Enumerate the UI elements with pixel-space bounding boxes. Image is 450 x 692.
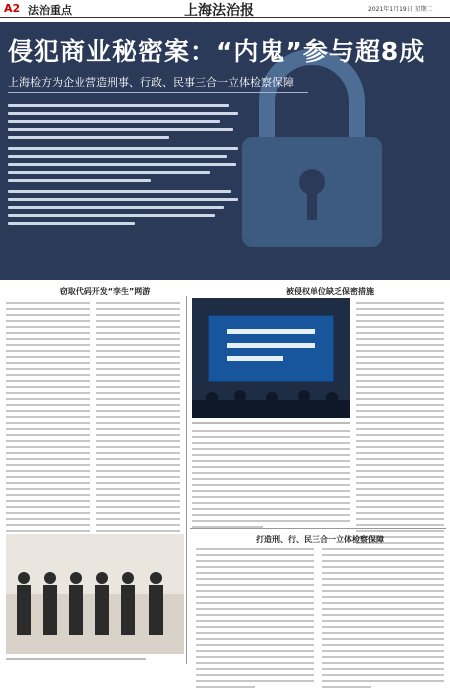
section-name: 法治重点 [28, 4, 72, 17]
subhead-rule [8, 92, 308, 93]
photo-caption-placeholder [192, 422, 350, 424]
column-divider [186, 296, 187, 664]
right-column-text-placeholder [356, 302, 444, 554]
mid-text-placeholder [192, 430, 350, 532]
bottom-caption-placeholder [6, 658, 146, 660]
intro-text-placeholder [8, 104, 238, 230]
hero-banner [0, 22, 450, 280]
bottom-rule [190, 528, 446, 529]
people-silhouettes [6, 558, 184, 654]
presentation-screen [208, 315, 334, 382]
audience-silhouettes [192, 382, 350, 418]
press-conference-photo [192, 298, 350, 418]
award-ceremony-photo [6, 534, 184, 654]
issue-date: 2021年1月19日 星期二 [368, 6, 433, 13]
masthead [0, 0, 450, 18]
section-heading-bottom: 打造刑、行、民三合一立体检察保障 [256, 535, 384, 544]
headline: 侵犯商业秘密案：“内鬼”参与超8成 [8, 37, 426, 66]
section-heading-right: 被侵权单位缺乏保密措施 [286, 287, 374, 296]
bottom-text-placeholder-2 [322, 548, 444, 692]
paper-name: 上海法治报 [184, 3, 254, 19]
section-heading-left: 窃取代码开发“孪生”网游 [59, 287, 151, 296]
subhead: 上海检方为企业营造刑事、行政、民事三合一立体检察保障 [8, 76, 294, 89]
left-column-text-placeholder [6, 302, 90, 554]
bottom-text-placeholder [196, 548, 314, 692]
page-code: A2 [4, 2, 21, 15]
left-column-text-placeholder-2 [96, 302, 180, 554]
